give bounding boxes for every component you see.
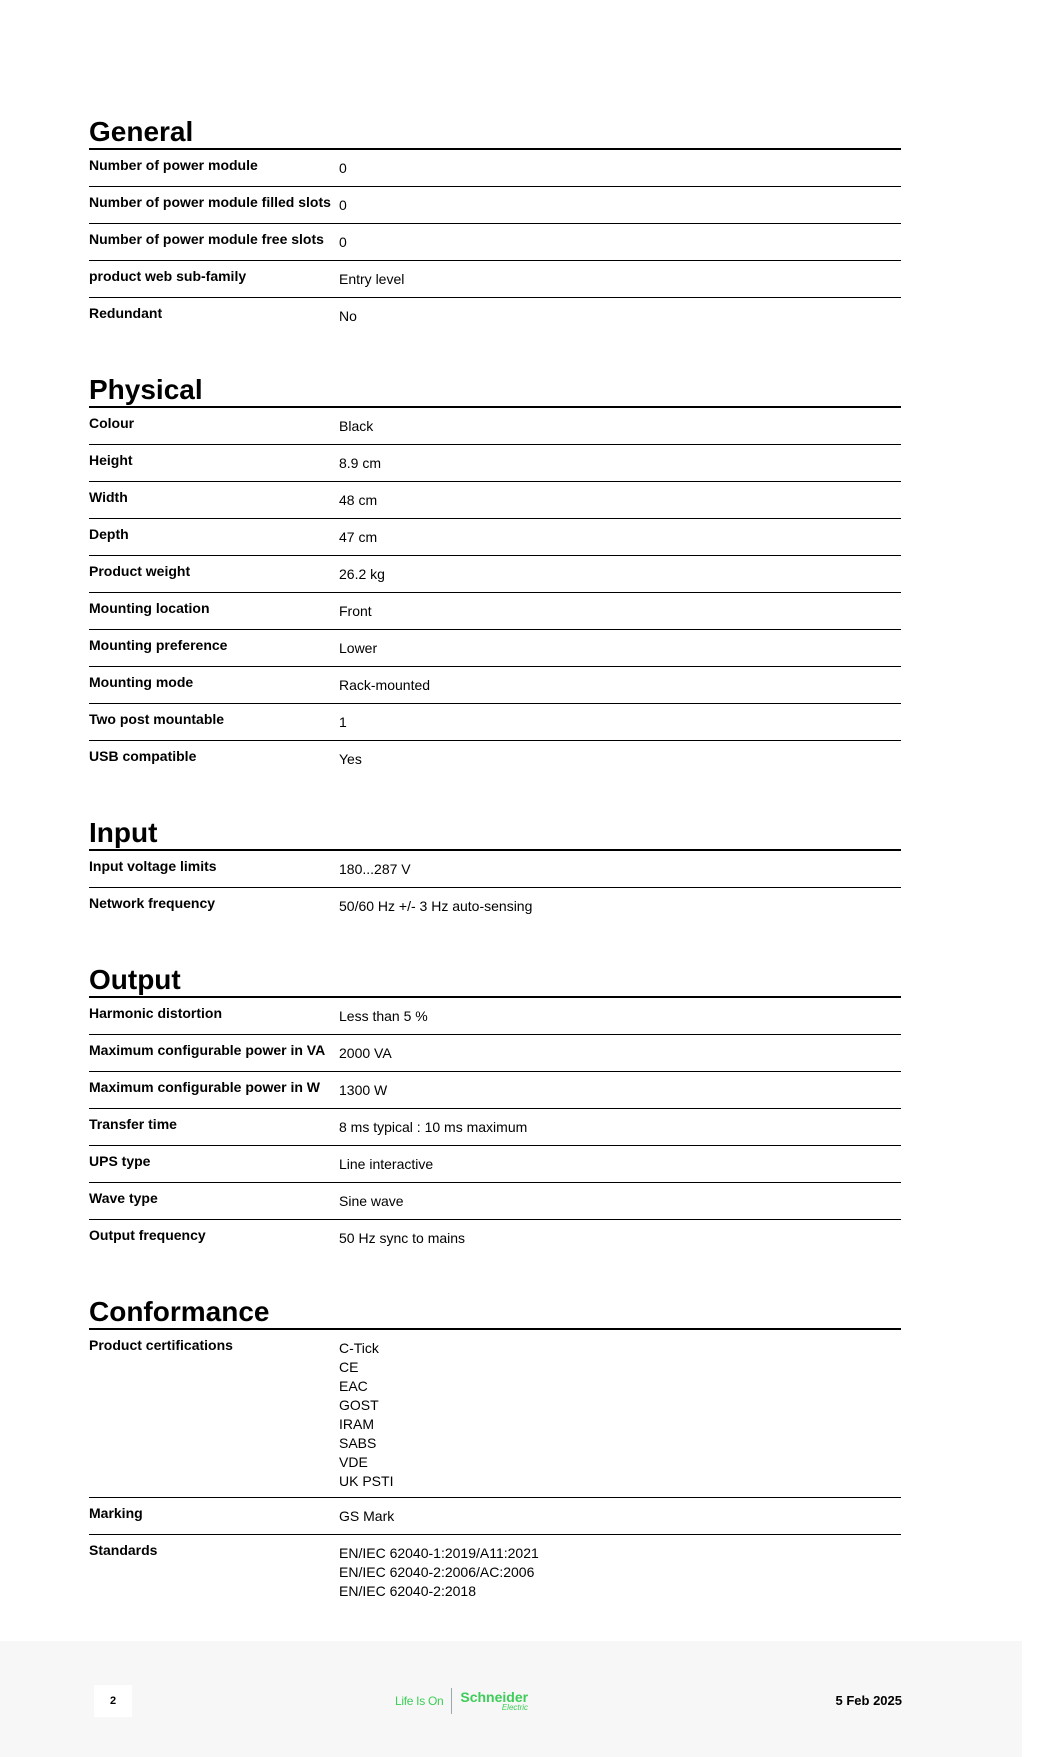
spec-value-line: IRAM (339, 1416, 374, 1432)
spec-value-line: Black (339, 418, 374, 434)
spec-value-line: CE (339, 1359, 359, 1375)
spec-value-line: Sine wave (339, 1193, 404, 1209)
logo-tagline: Life Is On (395, 1694, 444, 1708)
spec-label: Mounting mode (89, 674, 194, 690)
spec-value (339, 157, 901, 180)
spec-value-line: 1300 W (339, 1082, 388, 1098)
spec-row (89, 298, 901, 335)
spec-label: Maximum configurable power in W (89, 1079, 321, 1095)
spec-label: Network frequency (89, 895, 216, 911)
spec-value-line: 0 (339, 197, 347, 213)
spec-label: Depth (89, 526, 129, 542)
spec-value-line: 0 (339, 234, 347, 250)
spec-label: Standards (89, 1542, 158, 1558)
spec-value (339, 489, 901, 512)
page-footer (0, 1641, 1022, 1757)
spec-value (339, 1190, 901, 1213)
page-number: 2 (94, 1685, 132, 1717)
spec-label: Number of power module free slots (89, 231, 324, 247)
spec-row (89, 187, 901, 224)
spec-value-line: 48 cm (339, 492, 378, 508)
spec-value-line: EN/IEC 62040-1:2019/A11:2021 (339, 1545, 539, 1561)
spec-row (89, 1035, 901, 1072)
spec-row (89, 1183, 901, 1220)
spec-value-line: 2000 VA (339, 1045, 392, 1061)
spec-label: Marking (89, 1505, 143, 1521)
spec-value-line: UK PSTI (339, 1473, 394, 1489)
spec-value-line: VDE (339, 1454, 368, 1470)
spec-value (339, 600, 901, 623)
spec-value (339, 711, 901, 734)
spec-value-line: No (339, 308, 357, 324)
spec-value-line: Rack-mounted (339, 677, 431, 693)
spec-label: USB compatible (89, 748, 197, 764)
spec-value-line: 8 ms typical : 10 ms maximum (339, 1119, 528, 1135)
spec-row (89, 1330, 901, 1498)
spec-label: Width (89, 489, 128, 505)
spec-value (339, 1227, 901, 1251)
spec-row (89, 1535, 901, 1607)
spec-value (339, 1153, 901, 1176)
spec-row (89, 150, 901, 187)
spec-value-line: EN/IEC 62040-2:2006/AC:2006 (339, 1564, 535, 1580)
spec-row (89, 482, 901, 519)
spec-label: Mounting preference (89, 637, 228, 653)
spec-label: Wave type (89, 1190, 158, 1206)
spec-label: UPS type (89, 1153, 151, 1169)
spec-value-line: Entry level (339, 271, 405, 287)
spec-value (339, 1116, 901, 1139)
spec-value (339, 637, 901, 660)
spec-content (89, 110, 901, 1640)
spec-value (339, 563, 901, 586)
spec-label: Product certifications (89, 1337, 233, 1353)
spec-row (89, 1498, 901, 1535)
spec-row (89, 1072, 901, 1109)
spec-row (89, 851, 901, 888)
spec-row (89, 408, 901, 445)
spec-value (339, 231, 901, 254)
spec-value-line: 26.2 kg (339, 566, 385, 582)
spec-row (89, 1146, 901, 1183)
spec-label: Redundant (89, 305, 163, 321)
spec-value (339, 268, 901, 291)
spec-value-line: 50 Hz sync to mains (339, 1230, 466, 1246)
spec-label: Number of power module (89, 157, 258, 173)
spec-value-line: 50/60 Hz +/- 3 Hz auto-sensing (339, 898, 533, 914)
section-physical (89, 368, 901, 778)
spec-label: product web sub-family (89, 268, 247, 284)
schneider-logo (395, 1686, 528, 1716)
spec-label: Product weight (89, 563, 191, 579)
spec-label: Maximum configurable power in VA (89, 1042, 326, 1058)
spec-value-line: GS Mark (339, 1508, 395, 1524)
spec-value-line: 0 (339, 160, 347, 176)
section-output (89, 958, 901, 1257)
spec-row (89, 888, 901, 925)
spec-row (89, 445, 901, 482)
logo-divider (451, 1688, 452, 1714)
spec-value (339, 1005, 901, 1028)
spec-value (339, 452, 901, 475)
spec-value-line: SABS (339, 1435, 377, 1451)
spec-value (339, 748, 901, 772)
section-title: Input (89, 811, 901, 851)
spec-row (89, 519, 901, 556)
section-title: Physical (89, 368, 901, 408)
spec-value (339, 1505, 901, 1528)
spec-row (89, 667, 901, 704)
section-conformance (89, 1290, 901, 1607)
spec-value (339, 858, 901, 881)
spec-value-line: 47 cm (339, 529, 378, 545)
logo-brand-sub: Electric (501, 1703, 529, 1712)
section-title: General (89, 110, 901, 150)
spec-label: Mounting location (89, 600, 210, 616)
spec-value (339, 526, 901, 549)
spec-label: Number of power module filled slots (89, 194, 331, 210)
spec-value-line: Yes (339, 751, 362, 767)
spec-row (89, 741, 901, 778)
spec-row (89, 593, 901, 630)
spec-label: Output frequency (89, 1227, 206, 1243)
spec-label: Input voltage limits (89, 858, 217, 874)
spec-value (339, 415, 901, 438)
section-general (89, 110, 901, 335)
spec-label: Two post mountable (89, 711, 225, 727)
spec-value (339, 1542, 901, 1601)
spec-value-line: EAC (339, 1378, 368, 1394)
spec-label: Colour (89, 415, 135, 431)
spec-value-line: GOST (339, 1397, 379, 1413)
spec-value-line: 8.9 cm (339, 455, 382, 471)
spec-value (339, 1079, 901, 1102)
spec-value (339, 1337, 901, 1491)
spec-value (339, 194, 901, 217)
spec-value-line: Line interactive (339, 1156, 434, 1172)
spec-row (89, 261, 901, 298)
spec-value-line: C-Tick (339, 1340, 379, 1356)
spec-label: Harmonic distortion (89, 1005, 223, 1021)
section-title: Output (89, 958, 901, 998)
spec-value (339, 305, 901, 329)
spec-value (339, 895, 901, 919)
logo-brand-name: Schneider (460, 1689, 529, 1705)
spec-value-line: EN/IEC 62040-2:2018 (339, 1583, 476, 1599)
spec-value (339, 674, 901, 697)
spec-row (89, 556, 901, 593)
spec-value-line: Lower (339, 640, 378, 656)
spec-row (89, 1109, 901, 1146)
logo-brand (460, 1690, 528, 1712)
spec-value-line: Less than 5 % (339, 1008, 428, 1024)
spec-row (89, 998, 901, 1035)
spec-label: Height (89, 452, 133, 468)
spec-row (89, 704, 901, 741)
spec-row (89, 630, 901, 667)
spec-label: Transfer time (89, 1116, 177, 1132)
spec-value (339, 1042, 901, 1065)
document-date: 5 Feb 2025 (835, 1693, 902, 1708)
section-title: Conformance (89, 1290, 901, 1330)
spec-value-line: Front (339, 603, 372, 619)
spec-value-line: 1 (339, 714, 347, 730)
section-input (89, 811, 901, 925)
spec-row (89, 1220, 901, 1257)
spec-value-line: 180...287 V (339, 861, 411, 877)
spec-row (89, 224, 901, 261)
